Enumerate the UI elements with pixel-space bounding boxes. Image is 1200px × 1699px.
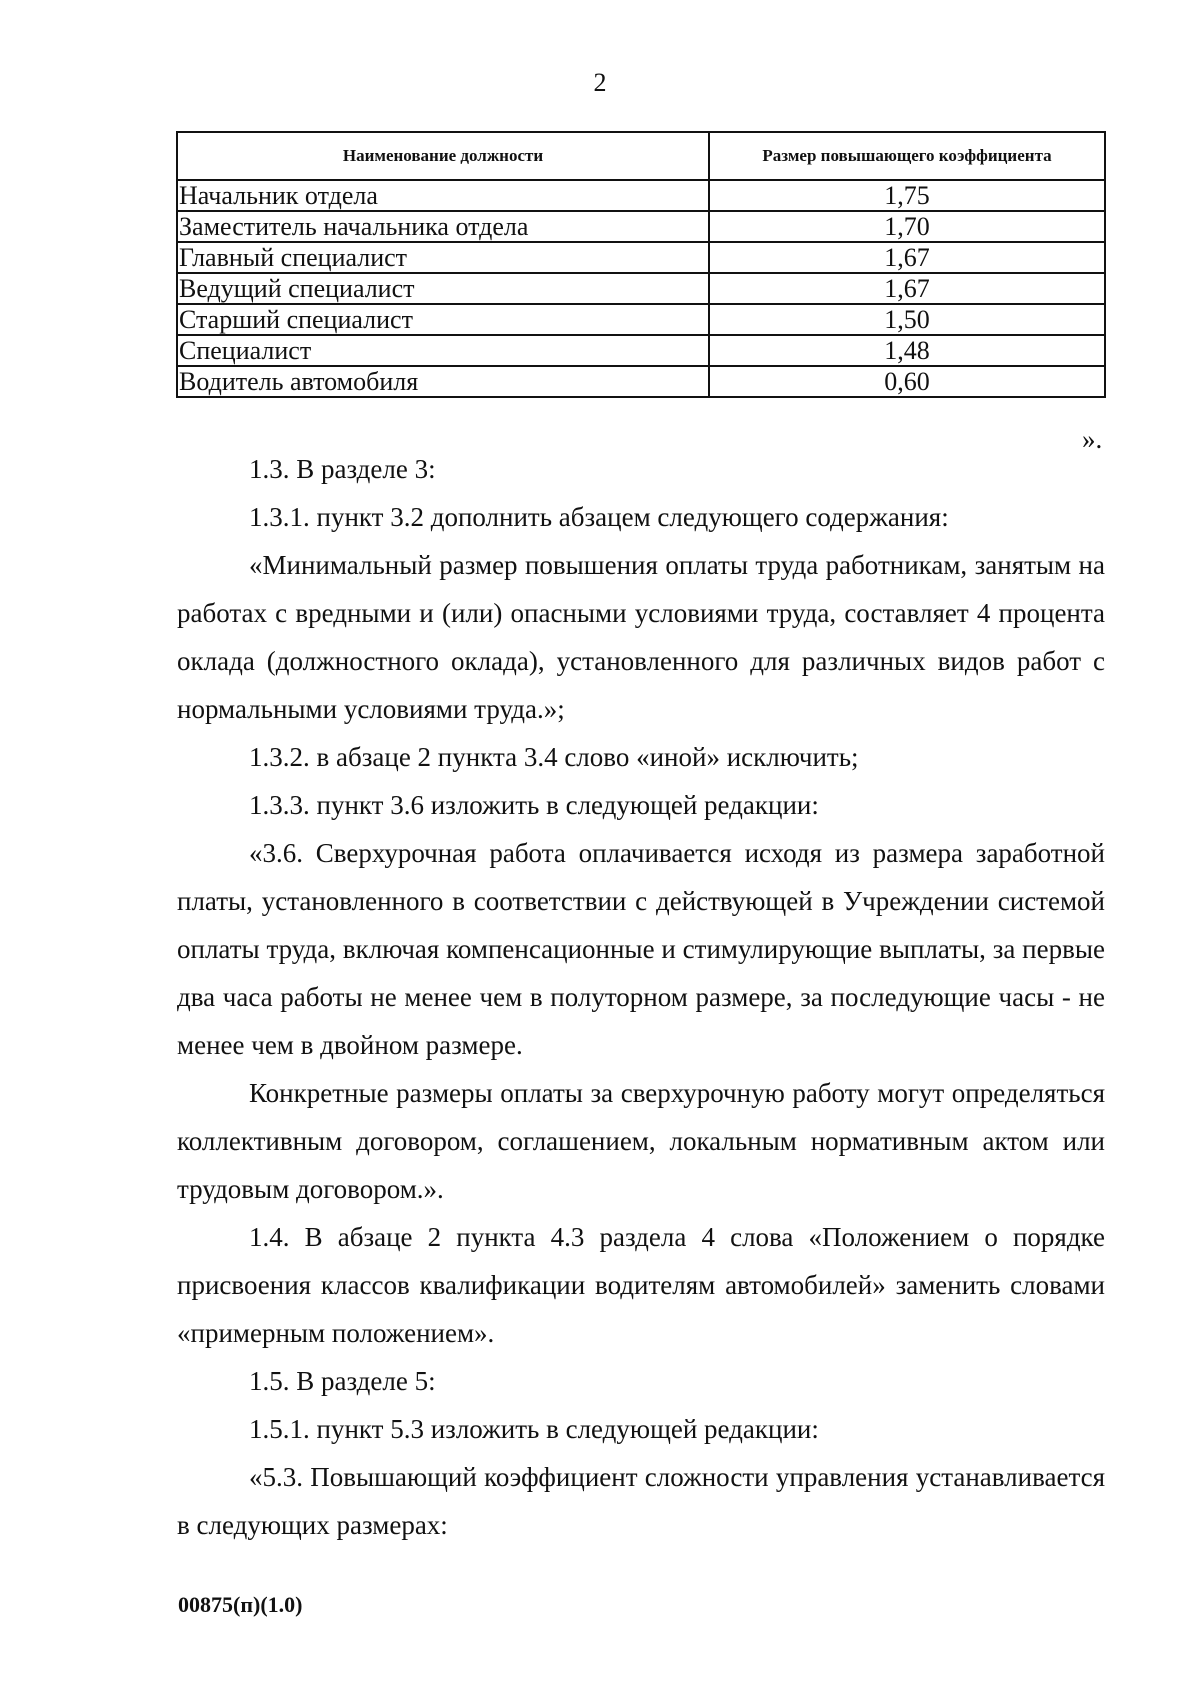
paragraph: Конкретные размеры оплаты за сверхурочную работу могут определяться коллективным договором, соглашением, локальным нормативным актом или трудовым договором.». <box>177 1078 1105 1204</box>
table-row <box>177 366 1105 397</box>
paragraph: 1.5.1. пункт 5.3 изложить в следующей редакции: <box>249 1414 819 1444</box>
coefficient-cell: 1,67 <box>709 273 1105 304</box>
paragraph: 1.4. В абзаце 2 пункта 4.3 раздела 4 слова «Положением о порядке присвоения классов квалификации водителям автомобилей» заменить словами «примерным положением». <box>177 1222 1105 1348</box>
table-row <box>177 211 1105 242</box>
position-cell: Водитель автомобиля <box>177 366 709 397</box>
table-row <box>177 273 1105 304</box>
document-body <box>177 445 1105 1549</box>
paragraph: «3.6. Сверхурочная работа оплачивается исходя из размера заработной платы, установленного в соответствии с действующей в Учреждении системой оплаты труда, включая компенсационные и стимулирующие выплаты, за первые два часа работы не менее чем в полуторном размере, за последующие часы - не менее чем в двойном размере. <box>177 838 1105 1060</box>
header-position: Наименование должности <box>177 132 709 180</box>
paragraph: 1.3.1. пункт 3.2 дополнить абзацем следующего содержания: <box>249 502 949 532</box>
coefficient-cell: 1,50 <box>709 304 1105 335</box>
position-cell: Специалист <box>177 335 709 366</box>
paragraph: 1.3.2. в абзаце 2 пункта 3.4 слово «иной» исключить; <box>249 742 859 772</box>
paragraph: «5.3. Повышающий коэффициент сложности управления устанавливается в следующих размерах: <box>177 1462 1105 1540</box>
position-cell: Главный специалист <box>177 242 709 273</box>
position-cell: Ведущий специалист <box>177 273 709 304</box>
table-header-row <box>177 132 1105 180</box>
closing-quote: ». <box>1082 424 1103 454</box>
paragraph: «Минимальный размер повышения оплаты труда работникам, занятым на работах с вредными и (или) опасными условиями труда, составляет 4 процента оклада (должностного оклада), установленного для различных видов работ с нормальными условиями труда.»; <box>177 550 1105 724</box>
table-row <box>177 335 1105 366</box>
position-cell: Заместитель начальника отдела <box>177 211 709 242</box>
position-cell: Старший специалист <box>177 304 709 335</box>
paragraph: 1.3.3. пункт 3.6 изложить в следующей редакции: <box>249 790 819 820</box>
coefficient-cell: 1,75 <box>709 180 1105 211</box>
coefficient-cell: 1,48 <box>709 335 1105 366</box>
coefficient-cell: 1,70 <box>709 211 1105 242</box>
coefficient-cell: 0,60 <box>709 366 1105 397</box>
paragraph: 1.5. В разделе 5: <box>249 1366 436 1396</box>
coefficient-cell: 1,67 <box>709 242 1105 273</box>
document-code: 00875(п)(1.0) <box>178 1592 303 1617</box>
coefficient-table <box>176 131 1106 398</box>
table-row <box>177 180 1105 211</box>
paragraph: 1.3. В разделе 3: <box>249 454 436 484</box>
table-row <box>177 242 1105 273</box>
table-row <box>177 304 1105 335</box>
header-coefficient: Размер повышающего коэффициента <box>709 132 1105 180</box>
page-number: 2 <box>593 68 607 97</box>
position-cell: Начальник отдела <box>177 180 709 211</box>
